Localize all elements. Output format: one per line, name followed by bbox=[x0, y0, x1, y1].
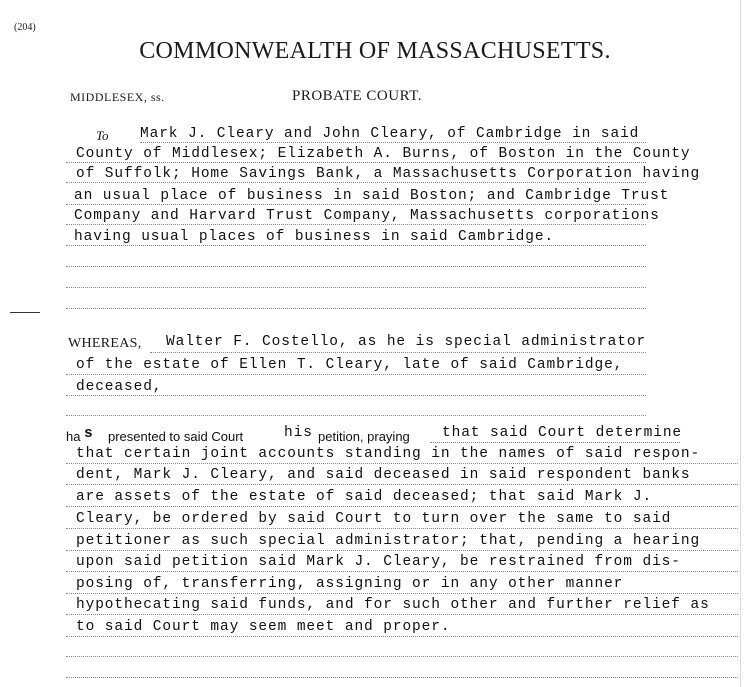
rule-line bbox=[66, 463, 738, 464]
whereas-line: deceased, bbox=[76, 379, 163, 395]
petition-line: dent, Mark J. Cleary, and said deceased in said respondent banks bbox=[76, 467, 691, 483]
rule-line bbox=[66, 614, 738, 615]
petition-line: are assets of the estate of said deceased; that said Mark J. bbox=[76, 489, 653, 505]
rule-line bbox=[140, 142, 646, 143]
county-label: MIDDLESEX, ss. bbox=[70, 90, 165, 104]
rule-line bbox=[66, 677, 738, 678]
whereas-line: of the estate of Ellen T. Cleary, late of said Cambridge, bbox=[76, 357, 624, 373]
rule-line bbox=[66, 245, 646, 246]
to-line: having usual places of business in said Cambridge. bbox=[74, 229, 555, 245]
petition-line: that said Court determine bbox=[442, 425, 683, 441]
rule-line bbox=[66, 182, 646, 183]
to-line: of Suffolk; Home Savings Bank, a Massachusetts Corporation having bbox=[76, 166, 701, 182]
rule-line bbox=[66, 162, 646, 163]
rule-line bbox=[66, 224, 646, 225]
rule-line bbox=[66, 571, 738, 572]
rule-line bbox=[66, 550, 738, 551]
presented-text: presented to said Court bbox=[108, 429, 244, 444]
page-edge bbox=[740, 0, 741, 687]
form-number: (204) bbox=[14, 22, 36, 33]
petition-line: to said Court may seem meet and proper. bbox=[76, 619, 451, 635]
has-prefix: ha bbox=[66, 429, 81, 444]
to-line: Company and Harvard Trust Company, Massachusetts corporations bbox=[74, 208, 660, 224]
has-suffix: s bbox=[84, 426, 94, 442]
petition-line: Cleary, be ordered by said Court to turn over the same to said bbox=[76, 511, 672, 527]
whereas-line: Walter F. Costello, as he is special administrator bbox=[166, 334, 647, 350]
to-line: an usual place of business in said Boston; and Cambridge Trust bbox=[74, 188, 670, 204]
rule-line bbox=[66, 415, 646, 416]
petition-line: upon said petition said Mark J. Cleary, be restrained from dis- bbox=[76, 554, 681, 570]
petition-line: that certain joint accounts standing in the names of said respon- bbox=[76, 446, 701, 462]
rule-line bbox=[66, 308, 646, 309]
rule-line bbox=[66, 593, 738, 594]
petition-praying-text: petition, praying bbox=[318, 429, 410, 444]
whereas-label: WHEREAS, bbox=[68, 336, 142, 351]
rule-line bbox=[66, 204, 646, 205]
to-line: County of Middlesex; Elizabeth A. Burns, of Boston in the County bbox=[76, 146, 691, 162]
rule-line bbox=[66, 506, 738, 507]
to-line: Mark J. Cleary and John Cleary, of Cambridge in said bbox=[140, 126, 640, 142]
rule-line bbox=[150, 352, 646, 353]
rule-line bbox=[430, 442, 680, 443]
petition-line: posing of, transferring, assigning or in any other manner bbox=[76, 576, 624, 592]
pronoun: his bbox=[284, 425, 313, 441]
petition-line: hypothecating said funds, and for such other and further relief as bbox=[76, 597, 710, 613]
to-label: To bbox=[96, 128, 109, 143]
court-label: PROBATE COURT. bbox=[292, 88, 423, 104]
margin-mark bbox=[10, 312, 40, 313]
document-title: COMMONWEALTH OF MASSACHUSETTS. bbox=[139, 38, 611, 64]
rule-line bbox=[66, 374, 646, 375]
rule-line bbox=[66, 636, 738, 637]
petition-line: petitioner as such special administrator; that, pending a hearing bbox=[76, 533, 701, 549]
rule-line bbox=[66, 656, 738, 657]
rule-line bbox=[66, 266, 646, 267]
rule-line bbox=[66, 528, 738, 529]
rule-line bbox=[66, 287, 646, 288]
rule-line bbox=[66, 484, 738, 485]
rule-line bbox=[66, 395, 646, 396]
